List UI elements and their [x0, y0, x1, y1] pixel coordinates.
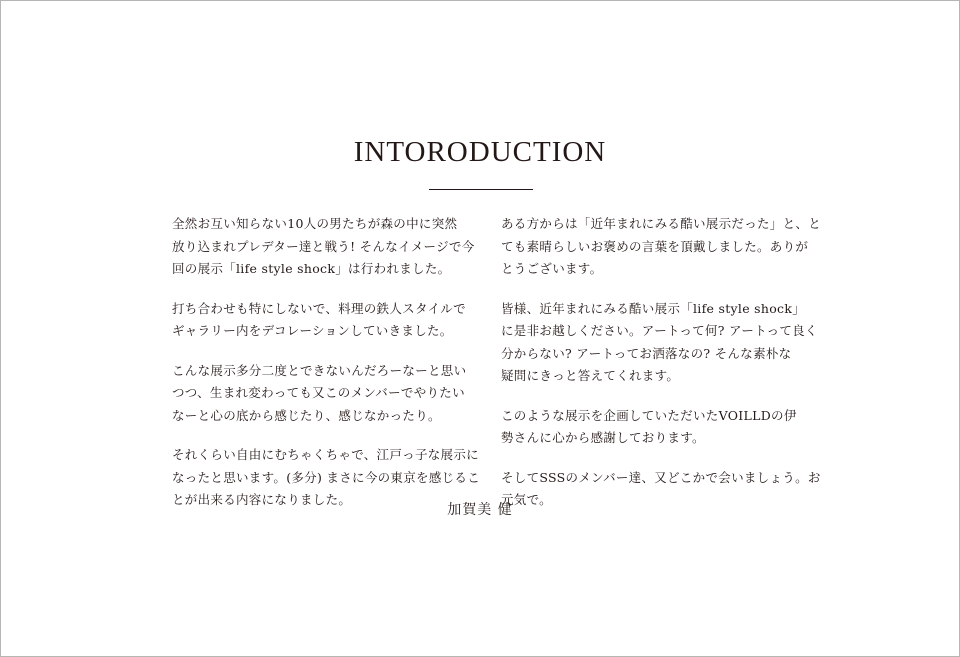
text-line: 放り込まれプレデター達と戦う! そんなイメージで今 [172, 238, 475, 254]
text-line: に是非お越しください。アートって何? アートって良く [501, 323, 818, 338]
author-signature: 加賀美 健 [447, 502, 513, 518]
text-line: それくらい自由にむちゃくちゃで、江戸っ子な展示に [172, 447, 479, 462]
paragraph [172, 213, 475, 281]
text-line: なったと思います。(多分) まさに今の東京を感じるこ [172, 469, 481, 485]
text-line: 回の展示「life style shock」は行われました。 [172, 261, 451, 276]
page-title: INTORODUCTION [353, 136, 607, 168]
text-line: ても素晴らしいお褒めの言葉を頂戴しました。ありが [501, 238, 809, 254]
text-line: このような展示を企画していただいたVOILLDの伊 [501, 407, 797, 423]
paragraph [172, 298, 464, 343]
paragraph [501, 405, 797, 450]
text-line: ある方からは「近年まれにみる酷い展示だった」と、と [501, 216, 822, 231]
text-line: ギャラリー内をデコレーションしていきました。 [172, 323, 453, 338]
text-line: 疑問にきっと答えてくれます。 [501, 368, 680, 383]
paragraph [172, 360, 467, 428]
text-line: つつ、生まれ変わっても又このメンバーでやりたい [172, 385, 465, 400]
text-line: 勢さんに心から感謝しております。 [501, 430, 705, 445]
text-line: 打ち合わせも特にしないで、料理の鉄人スタイルで [172, 300, 466, 316]
text-line: とが出来る内容になりました。 [172, 492, 352, 507]
text-line: 皆様、近年まれにみる酷い展示「life style shock」 [501, 300, 806, 316]
text-line: こんな展示多分二度とできないんだろーなーと思い [172, 362, 467, 378]
text-line: 全然お互い知らない10人の男たちが森の中に突然 [172, 216, 458, 231]
right-column [501, 213, 822, 529]
paragraph [501, 298, 818, 388]
text-line: 分からない? アートってお洒落なの? そんな素朴な [501, 345, 792, 361]
text-line: なーと心の底から感じたり、感じなかったり。 [172, 407, 441, 423]
paragraph [501, 213, 822, 281]
text-line: とうございます。 [501, 261, 603, 276]
text-line: 元気で。 [501, 492, 552, 507]
text-line: そしてSSSのメンバー達、又どこかで会いましょう。お [501, 469, 821, 485]
title-divider [429, 189, 533, 190]
